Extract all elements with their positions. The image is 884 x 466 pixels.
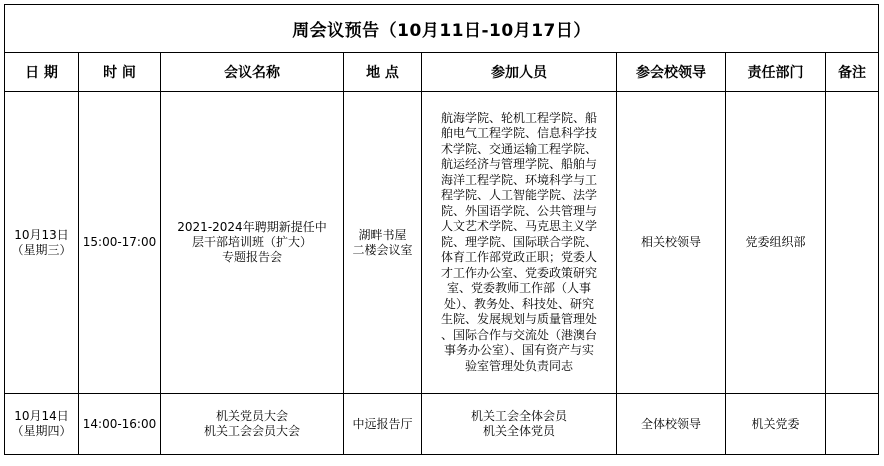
location-cell <box>344 92 422 394</box>
meeting-name-cell <box>161 92 344 394</box>
participants-line: 航运经济与管理学院、船舶与 <box>440 157 597 172</box>
weekday-text: （星期四） <box>11 424 72 438</box>
table-row <box>5 92 879 394</box>
meeting-schedule-table <box>4 4 879 455</box>
date-cell <box>5 394 79 455</box>
date-text: 10月13日 <box>14 227 69 242</box>
leaders-cell: 全体校领导 <box>617 394 726 455</box>
date-cell <box>5 92 79 394</box>
participants-line: 处）、教务处、科技处、研究 <box>443 296 594 311</box>
location-line: 中远报告厅 <box>352 416 413 431</box>
participants-line: 事务办公室）、国有资产与实 <box>443 343 594 358</box>
weekday-text: （星期三） <box>11 242 72 257</box>
header-time: 时 间 <box>79 53 161 92</box>
table-row <box>5 394 879 455</box>
header-row <box>5 53 879 92</box>
header-remarks: 备注 <box>826 53 879 92</box>
time-cell: 15:00-17:00 <box>79 92 161 394</box>
header-participants: 参加人员 <box>422 53 617 92</box>
participants-cell <box>422 92 617 394</box>
participants-line: 才工作办公室、党委政策研究 <box>440 265 597 280</box>
participants-line: 院、外国语学院、公共管理与 <box>440 203 597 218</box>
location-cell <box>344 394 422 455</box>
participants-line: 生院、发展规划与质量管理处 <box>440 312 597 327</box>
remarks-cell <box>826 92 879 394</box>
meeting-name-line: 层干部培训班（扩大） <box>191 235 312 249</box>
department-cell: 机关党委 <box>726 394 826 455</box>
participants-line: 室、党委教师工作部（人事 <box>446 281 591 296</box>
date-text: 10月14日 <box>14 409 69 423</box>
participants-line: 机关全体党员 <box>482 424 555 438</box>
meeting-name-line: 机关党员大会 <box>215 409 288 423</box>
participants-line: 、国际合作与交流处（港澳台 <box>440 327 597 342</box>
participants-line: 程学院、人工智能学院、法学 <box>440 188 597 203</box>
header-meeting-name: 会议名称 <box>161 53 344 92</box>
participants-cell <box>422 394 617 455</box>
location-line: 二楼会议室 <box>352 242 413 257</box>
meeting-name-line: 2021-2024年聘期新提任中 <box>177 220 327 234</box>
participants-line: 体育工作部党政正职；党委人 <box>440 250 597 265</box>
time-cell: 14:00-16:00 <box>79 394 161 455</box>
location-line: 湖畔书屋 <box>358 227 407 242</box>
meeting-name-cell <box>161 394 344 455</box>
participants-line: 舶电气工程学院、信息科学技 <box>440 126 597 141</box>
participants-line: 术学院、交通运输工程学院、 <box>440 141 597 156</box>
header-department: 责任部门 <box>726 53 826 92</box>
meeting-name-line: 专题报告会 <box>221 250 282 264</box>
table-title: 周会议预告（10月11日-10月17日） <box>5 5 879 53</box>
header-location: 地 点 <box>344 53 422 92</box>
header-leaders: 参会校领导 <box>617 53 726 92</box>
participants-line: 海洋工程学院、环境科学与工 <box>440 172 597 187</box>
title-row <box>5 5 879 53</box>
leaders-cell: 相关校领导 <box>617 92 726 394</box>
department-cell: 党委组织部 <box>726 92 826 394</box>
participants-line: 人文艺术学院、马克思主义学 <box>440 219 597 234</box>
header-date: 日 期 <box>5 53 79 92</box>
participants-line: 航海学院、轮机工程学院、船 <box>440 110 597 125</box>
remarks-cell <box>826 394 879 455</box>
participants-line: 院、理学院、国际联合学院、 <box>440 234 597 249</box>
meeting-name-line: 机关工会会员大会 <box>203 424 300 438</box>
participants-line: 机关工会全体会员 <box>470 408 567 423</box>
participants-line: 验室管理处负责同志 <box>464 358 573 373</box>
